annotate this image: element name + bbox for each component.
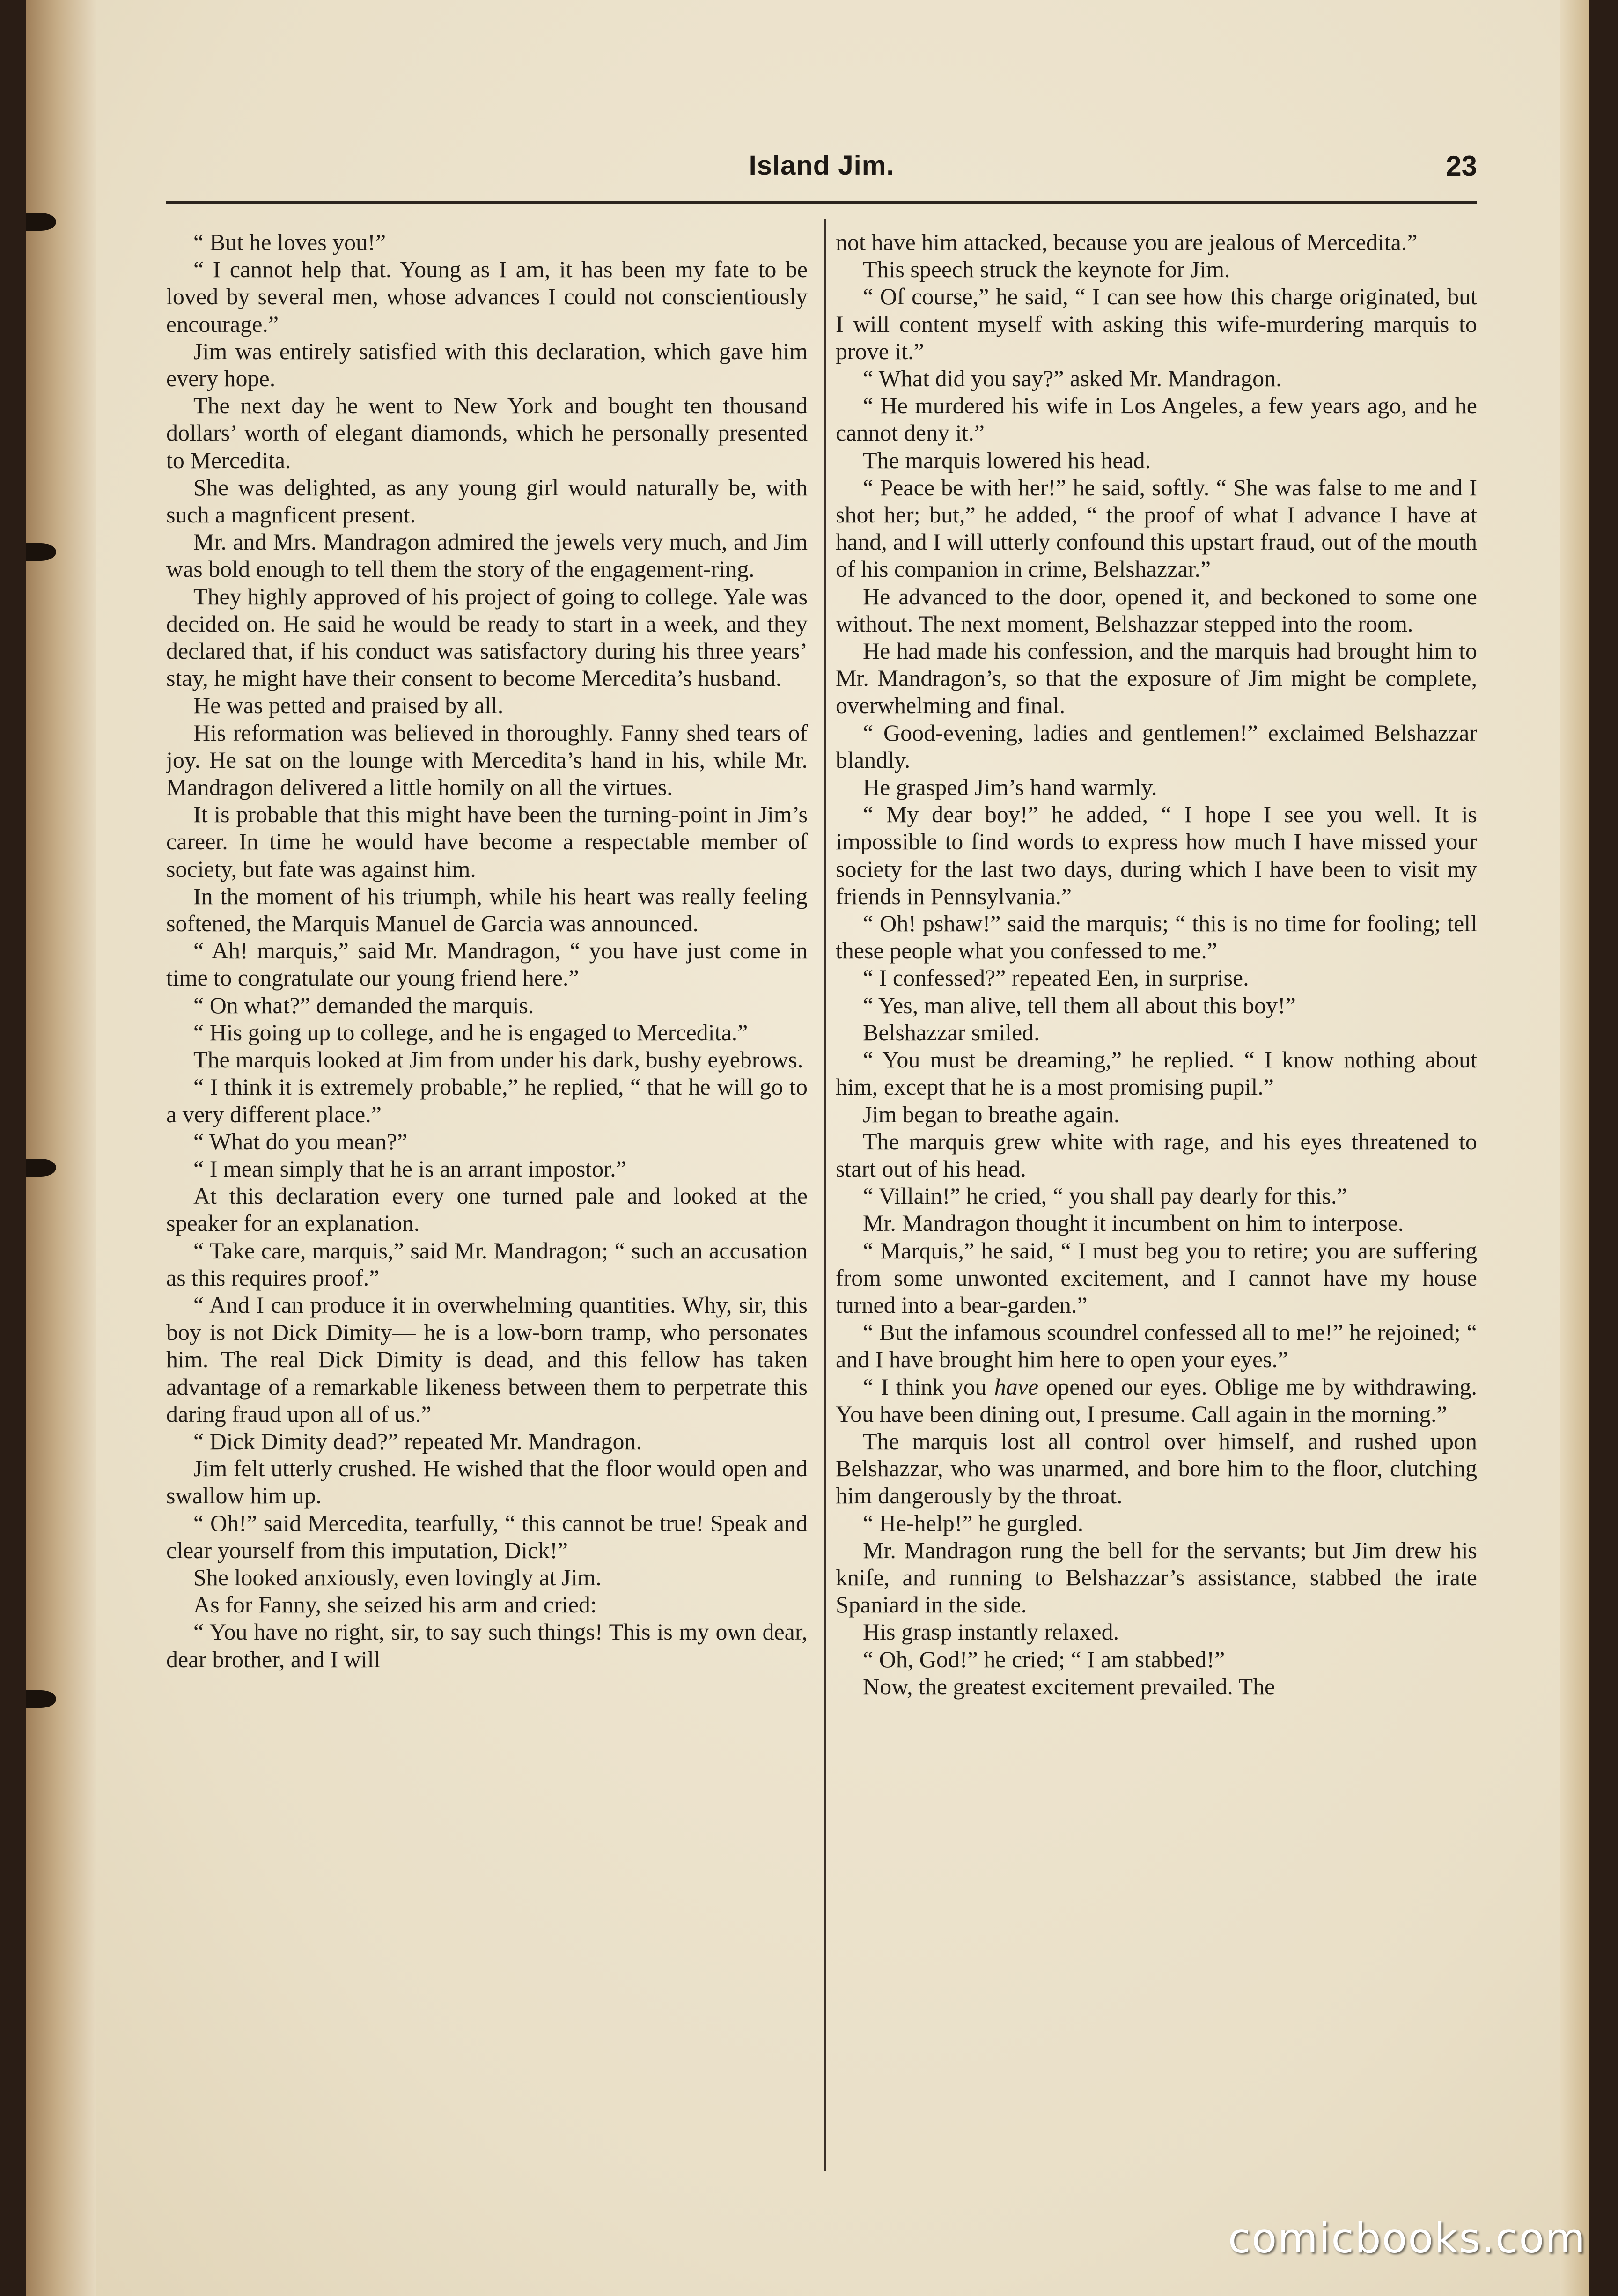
watermark: comicbooks.com [1228,2214,1586,2262]
paragraph: Mr. Mandragon thought it incumbent on him to interpose. [863,1210,1404,1236]
paragraph: The marquis looked at Jim from under his dark, bushy eyebrows. [193,1046,803,1073]
paragraph: “ Ah! marquis,” said Mr. Mandragon, “ you have just come in time to congratulate our young friend here.” [166,937,808,991]
paragraph: “ Yes, man alive, tell them all about this boy!” [863,992,1296,1018]
paragraph: “ You must be dreaming,” he replied. “ I know nothing about him, except that he is a most promising pupil.” [836,1046,1477,1100]
paragraph: Mr. Mandragon rung the bell for the servants; but Jim drew his knife, and running to Belshazzar’s assistance, stabbed the irate Spaniard in the side. [836,1537,1477,1618]
staple-mark [26,213,56,231]
paragraph: “ Take care, marquis,” said Mr. Mandragon; “ such an accusation as this requires proof.” [166,1237,808,1291]
paragraph: Jim felt utterly crushed. He wished that the floor would open and swallow him up. [166,1455,808,1509]
paragraph: The marquis lowered his head. [863,447,1151,473]
paragraph: They highly approved of his project of going to college. Yale was decided on. He said he would be ready to start in a week, and they declared that, if his conduct was satisfactory during his three years’ stay, he might have their consent to become Mercedita’s husband. [166,583,808,692]
paragraph: “ Dick Dimity dead?” repeated Mr. Mandragon. [193,1428,642,1454]
text-run: “ I think you [863,1373,994,1400]
paragraph: As for Fanny, she seized his arm and cried: [193,1591,597,1618]
staple-mark [26,1159,56,1177]
paragraph: “ I think it is extremely probable,” he replied, “ that he will go to a very different place.” [166,1074,808,1127]
paragraph: “ What did you say?” asked Mr. Mandragon. [863,365,1282,392]
paragraph: It is probable that this might have been the turning-point in Jim’s career. In time he would have become a respectable member of society, but fate was against him. [166,801,808,882]
paragraph: She was delighted, as any young girl would naturally be, with such a magnficent present. [166,474,808,528]
emphasis: have [994,1373,1039,1400]
paragraph: “ I confessed?” repeated Een, in surprise. [863,964,1249,991]
paragraph: “ And I can produce it in overwhelming quantities. Why, sir, this boy is not Dick Dimity— he is a low-born tramp, who personates him. The real Dick Dimity is dead, and this fellow has taken advantage of a remarkable likeness between them to perpetrate this daring fraud upon all of us.” [166,1291,808,1427]
paragraph: Mr. and Mrs. Mandragon admired the jewels very much, and Jim was bold enough to tell them the story of the engagement-ring. [166,529,808,582]
paragraph: “ He-help!” he gurgled. [863,1509,1084,1536]
staple-mark [26,1690,56,1708]
right-column [836,228,1477,2176]
paragraph: At this declaration every one turned pale and looked at the speaker for an explanation. [166,1183,808,1236]
paragraph: This speech struck the keynote for Jim. [863,256,1230,283]
paragraph: “ I mean simply that he is an arrant impostor.” [193,1155,626,1182]
paragraph: Belshazzar smiled. [863,1019,1040,1045]
paragraph: “ My dear boy!” he added, “ I hope I see you well. It is impossible to find words to express how much I have missed your society for the last two days, during which I have been to visit my friends in Pennsylvania.” [836,801,1477,909]
paragraph: He grasped Jim’s hand warmly. [863,774,1157,801]
paragraph: The marquis grew white with rage, and his eyes threatened to start out of his head. [836,1128,1477,1182]
staple-mark [26,543,56,561]
page-edge [1560,0,1589,2296]
running-head: Island Jim. [749,150,895,181]
paragraph: His reformation was believed in thoroughly. Fanny shed tears of joy. He sat on the lounge with Mercedita’s hand in his, while Mr. Mandragon delivered a little homily on all the virtues. [166,719,808,801]
page-header [166,141,1477,188]
paragraph: “ Villain!” he cried, “ you shall pay dearly for this.” [863,1183,1347,1209]
paragraph: He had made his confession, and the marquis had brought him to Mr. Mandragon’s, so that the exposure of Jim might be complete, overwhelming and final. [836,638,1477,719]
paragraph: “ On what?” demanded the marquis. [193,992,534,1018]
paragraph: The next day he went to New York and bought ten thousand dollars’ worth of elegant diamonds, which he personally presented to Mercedita. [166,392,808,473]
left-column [166,228,808,2176]
paragraph: “ But the infamous scoundrel confessed all to me!” he rejoined; “ and I have brought him here to open your eyes.” [836,1319,1477,1373]
paragraph: She looked anxiously, even lovingly at Jim. [193,1564,602,1590]
paragraph: Now, the greatest excitement prevailed. The [863,1673,1275,1700]
paragraph: “ Oh! pshaw!” said the marquis; “ this is no time for fooling; tell these people what you confessed to me.” [836,910,1477,964]
page-number: 23 [1446,150,1477,182]
paragraph [836,1373,1477,1428]
paragraph: “ Of course,” he said, “ I can see how this charge originated, but I will content myself with asking this wife-murdering marquis to prove it.” [836,283,1477,364]
paragraph: “ But he loves you!” [193,229,386,255]
paragraph: “ Oh, God!” he cried; “ I am stabbed!” [863,1646,1225,1672]
column-divider [824,219,826,2171]
paragraph: The marquis lost all control over himself, and rushed upon Belshazzar, who was unarmed, and bore him to the floor, clutching him dangerously by the throat. [836,1428,1477,1509]
paragraph: “ Peace be with her!” he said, softly. “ She was false to me and I shot her; but,” he added, “ the proof of what I advance I have at hand, and I will utterly confound this upstart fraud, out of the mouth of his companion in crime, Belshazzar.” [836,474,1477,582]
text-run: opened our eyes. Oblige me by withdrawing. You have been dining out, I presume. Call again in the morning.” [836,1373,1477,1427]
paragraph: Jim was entirely satisfied with this declaration, which gave him every hope. [166,338,808,392]
right-column-tail [836,1428,1477,1700]
paragraph: “ His going up to college, and he is engaged to Mercedita.” [193,1019,748,1045]
paragraph: “ Oh!” said Mercedita, tearfully, “ this cannot be true! Speak and clear yourself from this imputation, Dick!” [166,1509,808,1563]
paragraph: He was petted and praised by all. [193,692,504,719]
right-column-body [836,256,1477,1373]
paragraph: His grasp instantly relaxed. [863,1619,1119,1645]
paragraph: “ He murdered his wife in Los Angeles, a few years ago, and he cannot deny it.” [836,392,1477,446]
paragraph: “ I cannot help that. Young as I am, it has been my fate to be loved by several men, whose advances I could not conscientiously encourage.” [166,256,808,337]
paragraph: Jim began to breathe again. [863,1101,1120,1127]
paragraph: “ You have no right, sir, to say such things! This is my own dear, dear brother, and I will [166,1619,808,1672]
paragraph: “ Marquis,” he said, “ I must beg you to retire; you are suffering from some unwonted excitement, and I cannot have my house turned into a bear-garden.” [836,1237,1477,1318]
header-rule [166,201,1477,204]
paragraph: He advanced to the door, opened it, and beckoned to some one without. The next moment, Belshazzar stepped into the room. [836,583,1477,637]
paragraph: “ What do you mean?” [193,1128,408,1155]
paragraph: not have him attacked, because you are jealous of Mercedita.” [836,229,1418,255]
binding-gutter [26,0,96,2296]
paragraph: “ Good-evening, ladies and gentlemen!” exclaimed Belshazzar blandly. [836,719,1477,773]
paragraph: In the moment of his triumph, while his heart was really feeling softened, the Marquis Manuel de Garcia was announced. [166,883,808,937]
